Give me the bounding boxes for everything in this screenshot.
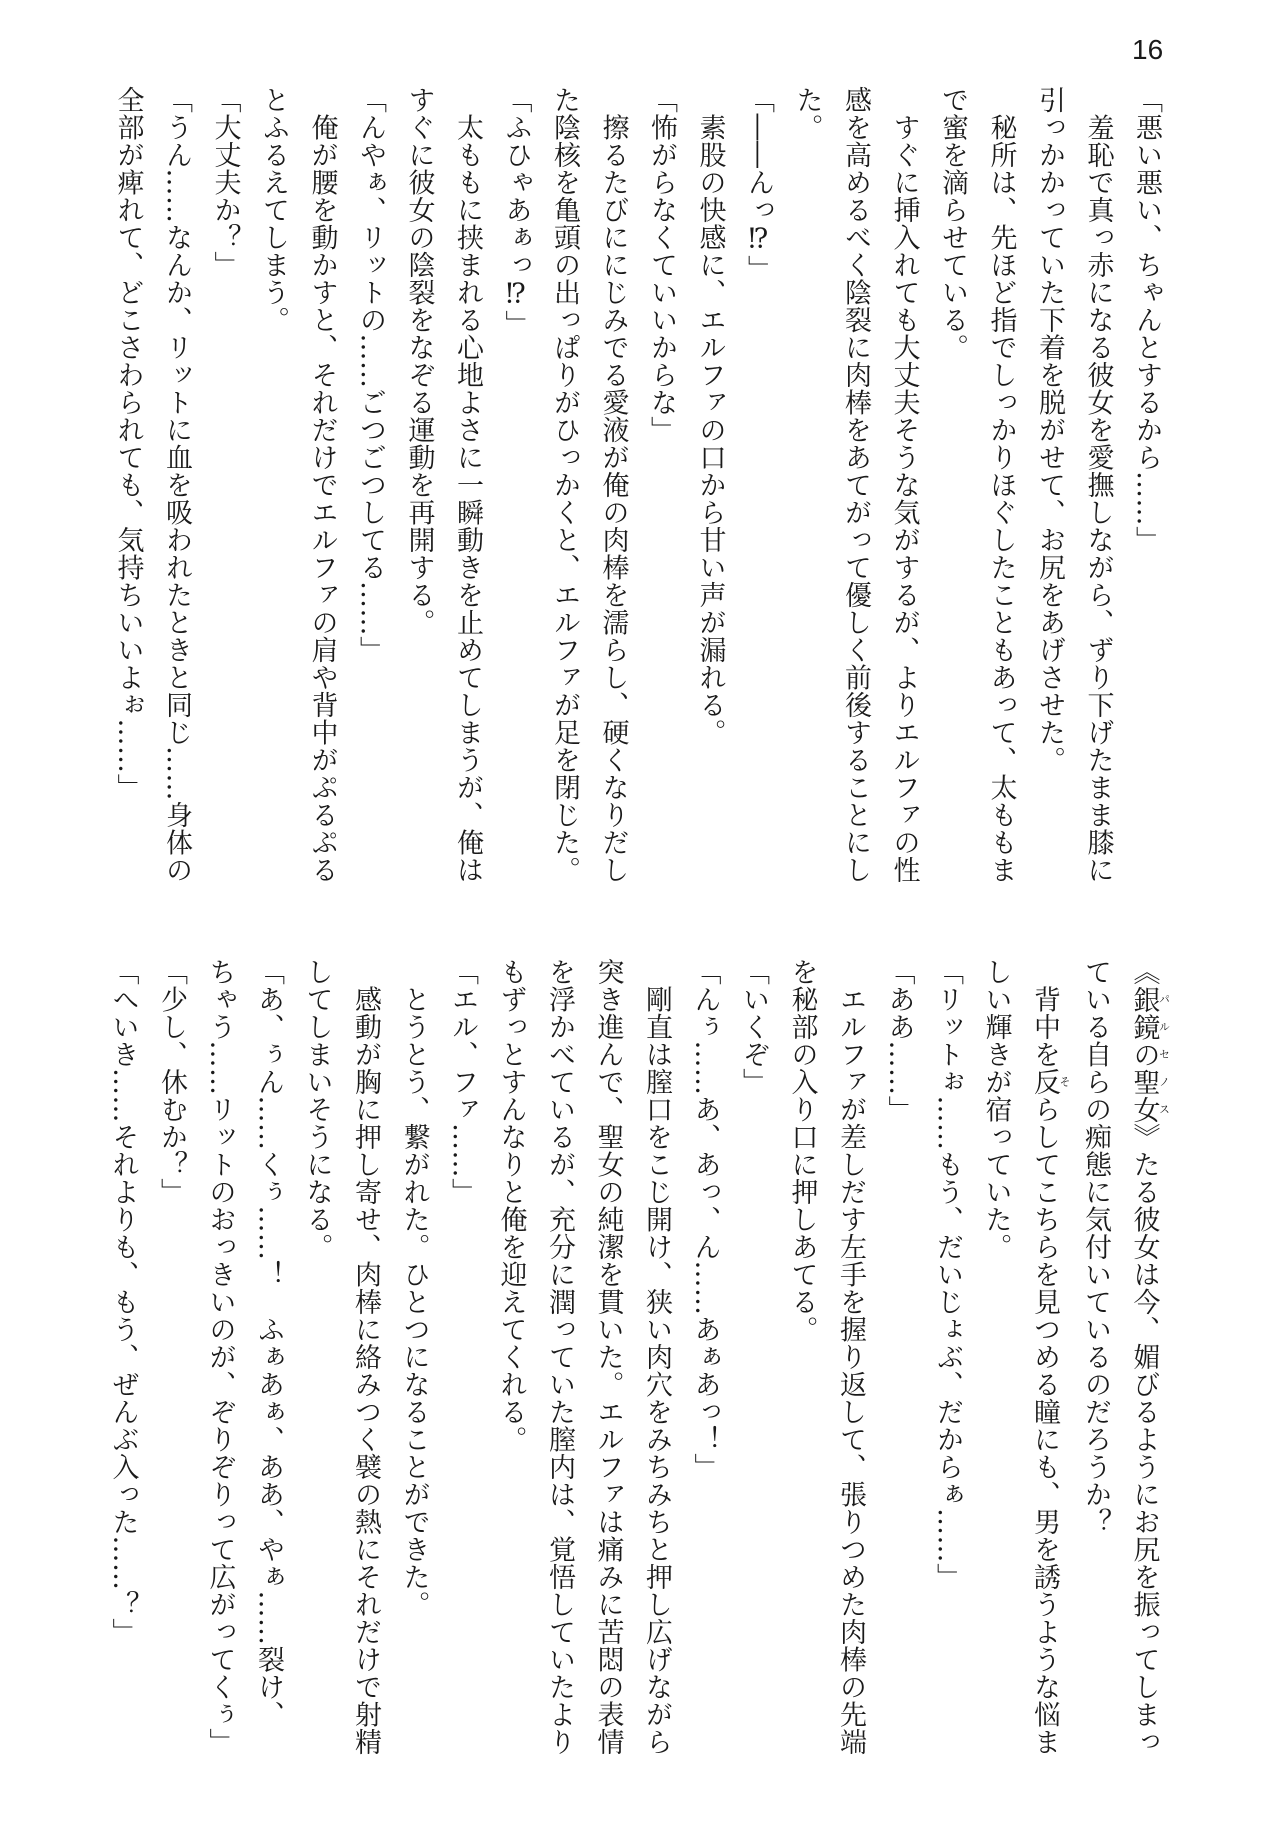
text-line: とうとう、繋がれた。ひとつになることができた。	[398, 958, 430, 1618]
text-line: た。	[791, 86, 823, 141]
text-line: 感動が胸に押し寄せ、肉棒に絡みつく襞の熱にそれだけで射精	[350, 958, 381, 1756]
text-line: 「――んっ⁉」	[743, 86, 774, 283]
text-line: すぐに彼女の陰裂をなぞる運動を再開する。	[403, 86, 435, 636]
text-line: 《銀鏡の聖女パルセノス》たる彼女は今、媚びるようにお尻を振ってしまっ	[1128, 958, 1171, 1756]
text-line: 「へいき……それよりも、もう、ぜんぶ入った……？」	[107, 958, 139, 1646]
text-line: すぐに挿入れても大丈夫そうな気がするが、よりエルファの性	[888, 86, 920, 884]
text-line: 「怖がらなくていいからな」	[646, 86, 677, 444]
text-line: とふるえてしまう。	[258, 86, 289, 334]
text-line: 引っかかっていた下着を脱がせて、お尻をあげさせた。	[1034, 86, 1065, 774]
text-line: 「少し、休むか？」	[156, 958, 187, 1206]
text-line: エルファが差しだす左手を握り返して、張りつめた肉棒の先端	[835, 958, 866, 1756]
text-line: を秘部の入り口に押しあてる。	[786, 958, 818, 1343]
text-line: 全部が痺れて、どこさわられても、気持ちいいよぉ……」	[112, 86, 144, 801]
text-line: 背中を反そらしてこちらを見つめる瞳にも、男を誘うような悩ま	[1029, 958, 1071, 1756]
text-line: 「ふひゃあぁっ⁉」	[500, 86, 532, 338]
text-line: 「あ、ぅん……くぅ……！ ふぁあぁ、ああ、やぁ……裂け、	[253, 958, 284, 1728]
text-line: 「んぅ……あ、あっ、ん……あぁあっ！」	[689, 958, 721, 1481]
text-line: 俺が腰を動かすと、それだけでエルファの肩や背中がぷるぷる	[306, 86, 338, 884]
text-line: 素股の快感に、エルファの口から甘い声が漏れる。	[694, 86, 726, 746]
text-line: 剛直は膣口をこじ開け、狭い肉穴をみちみちと押し広げながら	[641, 958, 672, 1756]
ruby-text: 反そ	[1029, 1068, 1071, 1096]
page-number: 16	[1132, 34, 1164, 65]
text-block-bottom	[95, 958, 1170, 1778]
text-line: 「うん……なんか、リットに血を吸われたときと同じ……身体の	[161, 86, 192, 884]
text-line: で蜜を滴らせている。	[937, 86, 968, 361]
text-line: 「いくぞ」	[738, 958, 769, 1096]
text-line: もずっとすんなりと俺を迎えてくれる。	[495, 958, 527, 1453]
text-line: 「んやぁ、リットの……ごつごつしてる……」	[355, 86, 386, 664]
text-line: 感を高めるべく陰裂に肉棒をあてがって優しく前後することにし	[840, 86, 871, 884]
text-line: 「ああ……」	[883, 958, 915, 1123]
text-line: してしまいそうになる。	[301, 958, 333, 1261]
text-line: 秘所は、先ほど指でしっかりほぐしたこともあって、太ももま	[985, 86, 1017, 884]
text-line: 「リットぉ……もう、だいじょぶ、だからぁ……」	[932, 958, 963, 1591]
text-line: 擦るたびににじみでる愛液が俺の肉棒を濡らし、硬くなりだし	[597, 86, 629, 884]
text-line: ちゃう……リットのおっきいのが、ぞりぞりって広がってくぅ」	[204, 958, 236, 1756]
text-line: 太ももに挟まれる心地よさに一瞬動きを止めてしまうが、俺は	[452, 86, 483, 884]
text-block-top	[95, 86, 1170, 906]
ruby-text: 銀鏡の聖女パルセノス	[1128, 985, 1171, 1123]
text-line: を浮かべているが、充分に潤っていた膣内は、覚悟していたより	[544, 958, 575, 1756]
text-line: た陰核を亀頭の出っぱりがひっかくと、エルファが足を閉じた。	[549, 86, 580, 884]
text-line: ている自らの痴態に気付いているのだろうか？	[1080, 958, 1111, 1536]
text-line: 羞恥で真っ赤になる彼女を愛撫しながら、ずり下げたまま膝に	[1082, 86, 1114, 884]
text-line: 突き進んで、聖女の純潔を貫いた。エルファは痛みに苦悶の表情	[592, 958, 624, 1756]
text-line: 「悪い悪い、ちゃんとするから……」	[1131, 86, 1162, 554]
text-line: 「エル、ファ……」	[447, 958, 478, 1206]
text-line: しい輝きが宿っていた。	[980, 958, 1012, 1261]
text-line: 「大丈夫か？」	[209, 86, 241, 279]
